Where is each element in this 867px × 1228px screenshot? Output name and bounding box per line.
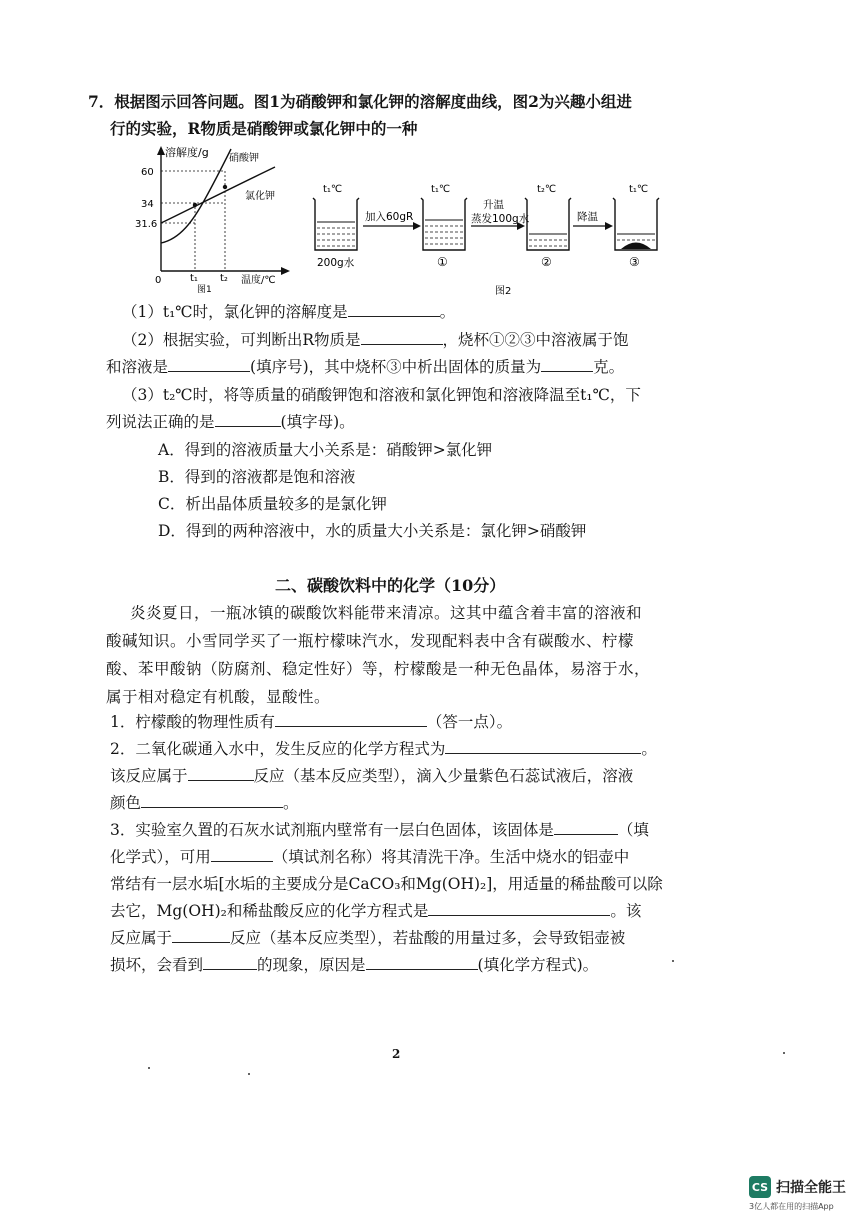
s2-q1 (110, 712, 512, 732)
s2-q3 (110, 820, 649, 840)
section2-title: 二、碳酸饮料中的化学（10分） (275, 576, 506, 595)
s2-q2-text2: 该反应属于 (110, 767, 188, 785)
answer-blank[interactable] (215, 412, 281, 427)
s2-q1-end: （答一点）。 (426, 713, 513, 731)
scan-speck (783, 1052, 785, 1054)
q7-line1: 7．根据图示回答问题。图1为硝酸钾和氯化钾的溶解度曲线，图2为兴趣小组进 (88, 92, 632, 111)
fig1-caption: 图1 (197, 285, 212, 293)
x-axis-arrow (281, 267, 290, 275)
q7-p3: （3）t₂℃时，将等质量的硝酸钾饱和溶液和氯化钾饱和溶液降温至t₁℃，下 (122, 386, 641, 404)
beaker-1 (421, 198, 467, 250)
s2-q3-cont1 (110, 847, 629, 867)
s2-q3-cont2: 常结有一层水垢[水垢的主要成分是CaCO₃和Mg(OH)₂]，用适量的稀盐酸可以除 (110, 875, 663, 893)
x-tick-0: 0 (155, 275, 162, 286)
s2-q2-text: 2．二氧化碳通入水中，发生反应的化学方程式为 (110, 740, 446, 758)
s2-q3-text7: 反应属于 (110, 929, 173, 947)
beaker-2 (525, 198, 571, 250)
answer-blank[interactable] (361, 330, 443, 345)
q7-p2-text3: 和溶液是 (106, 358, 169, 376)
s2-q2-cont (110, 766, 633, 786)
q7-p2-text5: 克。 (593, 358, 625, 376)
s2-q3-text: 3．实验室久置的石灰水试剂瓶内壁常有一层白色固体，该固体是 (110, 821, 554, 839)
s2-q2 (110, 739, 657, 759)
answer-blank[interactable] (188, 766, 254, 781)
q7-p2-text4: (填序号)，其中烧杯③中析出固体的质量为 (250, 358, 542, 376)
s2-q2-end: 。 (641, 740, 657, 758)
s2-q2-text4: 颜色 (110, 794, 142, 812)
precipitate (621, 243, 651, 250)
beaker-3 (613, 198, 659, 250)
s2-q3-text8: 反应（基本反应类型），若盐酸的用量过多，会导致铝壶被 (230, 929, 626, 947)
q7-p1 (122, 302, 455, 322)
q7-p3-cont (106, 412, 355, 432)
s2-q3-text2: （填 (617, 821, 649, 839)
y-axis-arrow (157, 146, 165, 155)
q7-line2: 行的实验，R物质是硝酸钾或氯化钾中的一种 (110, 119, 418, 138)
q7-p2-cont (106, 357, 624, 377)
label-beaker-2: ② (541, 255, 552, 269)
answer-blank[interactable] (366, 955, 478, 970)
q7-p1-text: （1）t₁℃时，氯化钾的溶解度是 (122, 303, 348, 321)
label-beaker-1: ① (437, 255, 448, 269)
answer-blank[interactable] (168, 357, 250, 372)
temp-beaker-0: t₁℃ (323, 184, 343, 195)
beaker-0 (313, 198, 359, 250)
answer-blank[interactable] (203, 955, 257, 970)
q7-p2 (122, 330, 629, 350)
scanner-brand: 扫描全能王 (776, 1180, 846, 1196)
answer-blank[interactable] (445, 739, 641, 754)
page-number: 2 (392, 1047, 401, 1061)
temp-beaker-1: t₁℃ (431, 184, 451, 195)
q7-p3-end: (填字母)。 (280, 413, 355, 431)
answer-blank[interactable] (275, 712, 427, 727)
s2-q3-cont5 (110, 955, 598, 975)
answer-blank[interactable] (428, 901, 610, 916)
x-axis-label: 温度/℃ (241, 275, 276, 286)
x-tick-t2: t₂ (220, 273, 228, 284)
label-beaker-0: 200g水 (317, 257, 355, 269)
point-t1-kcl (193, 203, 197, 207)
q7-p2-text: （2）根据实验，可判断出R物质是 (122, 331, 361, 349)
arrow-2-bottom-label: 蒸发100g水 (471, 213, 530, 225)
answer-blank[interactable] (211, 847, 273, 862)
x-tick-t1: t₁ (190, 273, 198, 284)
scanner-logo-icon (749, 1176, 771, 1198)
curve-label-kno3: 硝酸钾 (229, 153, 259, 164)
point-t2-kcl (223, 185, 227, 189)
s2-q3-text5: 去它，Mg(OH)₂和稀盐酸反应的化学方程式是 (110, 902, 429, 920)
scan-speck (148, 1067, 150, 1069)
s2-q3-text9: 损坏，会看到 (110, 956, 204, 974)
scanner-tagline: 3亿人都在用的扫描App (749, 1202, 834, 1211)
option-b: B．得到的溶液都是饱和溶液 (158, 468, 356, 486)
intro-line-3: 酸、苯甲酸钠（防腐剂、稳定性好）等，柠檬酸是一种无色晶体，易溶于水， (106, 660, 651, 678)
y-tick-34: 34 (141, 199, 154, 210)
arrow-1-label: 加入60gR (365, 211, 414, 223)
intro-line-1: 炎炎夏日，一瓶冰镇的碳酸饮料能带来清凉。这其中蕴含着丰富的溶液和 (130, 604, 643, 622)
s2-q1-text: 1．柠檬酸的物理性质有 (110, 713, 275, 731)
intro-line-2: 酸碱知识。小雪同学买了一瓶柠檬味汽水，发现配料表中含有碳酸水、柠檬 (106, 632, 635, 650)
answer-blank[interactable] (348, 302, 440, 317)
s2-q3-end: (填化学方程式)。 (477, 956, 599, 974)
s2-q3-cont4 (110, 928, 625, 948)
s2-q3-text4: （填试剂名称）将其清洗干净。生活中烧水的铝壶中 (272, 848, 630, 866)
q7-p2-text2: ，烧杯①②③中溶液属于饱 (442, 331, 629, 349)
label-beaker-3: ③ (629, 255, 640, 269)
s2-q2-text3: 反应（基本反应类型），滴入少量紫色石蕊试液后，溶液 (253, 767, 634, 785)
y-axis-label: 溶解度/g (165, 146, 209, 159)
s2-q2-end2: 。 (283, 794, 299, 812)
logo-text: CS (751, 1180, 769, 1194)
option-d: D．得到的两种溶液中，水的质量大小关系是：氯化钾>硝酸钾 (158, 522, 587, 540)
q7-p3-text: 列说法正确的是 (106, 413, 215, 431)
answer-blank[interactable] (141, 793, 283, 808)
s2-q3-text3: 化学式），可用 (110, 848, 211, 866)
curve-label-kcl: 氯化钾 (245, 191, 275, 202)
solubility-chart (135, 143, 295, 293)
answer-blank[interactable] (172, 928, 230, 943)
s2-q3-text10: 的现象，原因是 (257, 956, 366, 974)
y-tick-31-6: 31.6 (135, 219, 158, 230)
answer-blank[interactable] (541, 357, 593, 372)
temp-beaker-2: t₂℃ (537, 184, 557, 195)
arrow-3-label: 降温 (577, 211, 598, 223)
s2-q2-cont2 (110, 793, 299, 813)
experiment-diagram (305, 180, 685, 300)
scan-speck (672, 960, 674, 962)
answer-blank[interactable] (554, 820, 618, 835)
arrow-2-top-label: 升温 (483, 199, 504, 211)
temp-beaker-3: t₁℃ (629, 184, 649, 195)
option-a: A．得到的溶液质量大小关系是：硝酸钾>氯化钾 (158, 441, 493, 459)
y-tick-60: 60 (141, 167, 154, 178)
option-c: C．析出晶体质量较多的是氯化钾 (158, 495, 387, 513)
scanner-watermark (749, 1176, 846, 1212)
scan-speck (248, 1073, 250, 1075)
s2-q3-cont3 (110, 901, 641, 921)
curve-kno3 (161, 149, 231, 243)
s2-q3-text6: 。该 (610, 902, 642, 920)
fig2-caption: 图2 (495, 286, 512, 297)
intro-line-4: 属于相对稳定有机酸，显酸性。 (106, 688, 331, 706)
q7-p1-end: 。 (439, 303, 456, 321)
